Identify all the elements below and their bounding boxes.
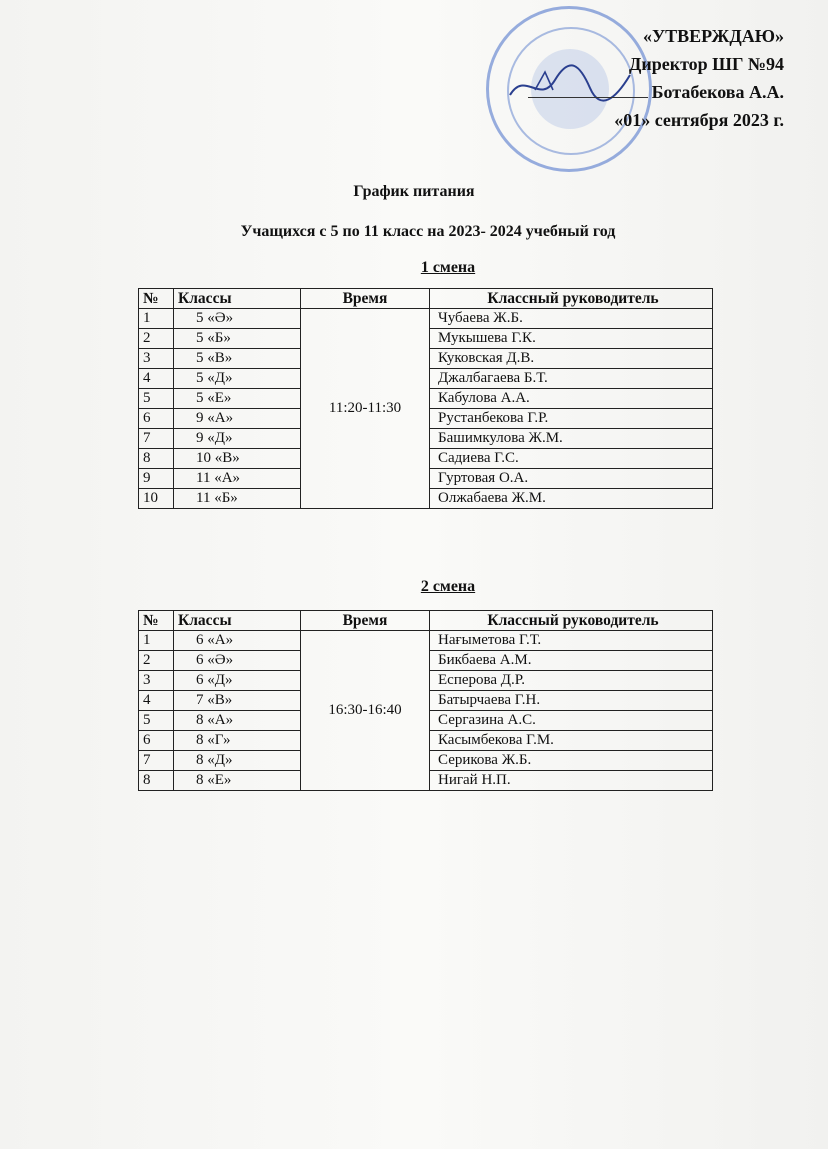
row-class: 6 «А» (174, 631, 301, 651)
row-teacher: Касымбекова Г.М. (430, 731, 713, 751)
shift-time: 11:20-11:30 (301, 309, 430, 509)
row-teacher: Сергазина А.С. (430, 711, 713, 731)
row-number: 7 (139, 429, 174, 449)
row-number: 1 (139, 631, 174, 651)
row-class: 11 «А» (174, 469, 301, 489)
row-class: 8 «Д» (174, 751, 301, 771)
table-row (139, 631, 713, 651)
row-class: 5 «Б» (174, 329, 301, 349)
row-teacher: Серикова Ж.Б. (430, 751, 713, 771)
row-number: 6 (139, 731, 174, 751)
row-teacher: Куковская Д.В. (430, 349, 713, 369)
row-number: 9 (139, 469, 174, 489)
row-number: 2 (139, 651, 174, 671)
col-no-header: № (139, 289, 174, 309)
row-number: 3 (139, 671, 174, 691)
col-teacher-header: Классный руководитель (430, 289, 713, 309)
row-teacher: Рустанбекова Г.Р. (430, 409, 713, 429)
row-number: 4 (139, 369, 174, 389)
row-teacher: Батырчаева Г.Н. (430, 691, 713, 711)
row-number: 10 (139, 489, 174, 509)
row-teacher: Джалбагаева Б.Т. (430, 369, 713, 389)
row-teacher: Мукышева Г.К. (430, 329, 713, 349)
row-class: 5 «Ә» (174, 309, 301, 329)
row-number: 2 (139, 329, 174, 349)
row-teacher: Кабулова А.А. (430, 389, 713, 409)
row-teacher: Нигай Н.П. (430, 771, 713, 791)
shift1-table (138, 288, 713, 509)
row-class: 8 «Е» (174, 771, 301, 791)
approval-name: Ботабекова А.А. (651, 82, 784, 102)
row-teacher: Гуртовая О.А. (430, 469, 713, 489)
row-teacher: Олжабаева Ж.М. (430, 489, 713, 509)
row-number: 6 (139, 409, 174, 429)
row-teacher: Чубаева Ж.Б. (430, 309, 713, 329)
row-class: 8 «Г» (174, 731, 301, 751)
row-class: 9 «Д» (174, 429, 301, 449)
row-number: 8 (139, 771, 174, 791)
col-time-header: Время (301, 611, 430, 631)
table-row (139, 309, 713, 329)
approval-heading: «УТВЕРЖДАЮ» (642, 26, 784, 46)
row-teacher: Башимкулова Ж.М. (430, 429, 713, 449)
col-classes-header: Классы (174, 289, 301, 309)
approval-block (528, 22, 784, 134)
row-class: 6 «Ә» (174, 651, 301, 671)
row-number: 7 (139, 751, 174, 771)
table-header-row (139, 611, 713, 631)
row-class: 5 «Д» (174, 369, 301, 389)
shift1-heading: 1 смена (420, 259, 476, 276)
row-teacher: Садиева Г.С. (430, 449, 713, 469)
col-teacher-header: Классный руководитель (430, 611, 713, 631)
row-class: 10 «В» (174, 449, 301, 469)
shift2-table (138, 610, 713, 791)
row-class: 5 «В» (174, 349, 301, 369)
row-number: 5 (139, 389, 174, 409)
row-number: 5 (139, 711, 174, 731)
row-class: 11 «Б» (174, 489, 301, 509)
document-subtitle: Учащихся с 5 по 11 класс на 2023- 2024 учебный год (240, 223, 616, 240)
row-class: 5 «Е» (174, 389, 301, 409)
col-no-header: № (139, 611, 174, 631)
row-number: 1 (139, 309, 174, 329)
row-class: 8 «А» (174, 711, 301, 731)
row-teacher: Нағыметова Г.Т. (430, 631, 713, 651)
approval-date: «01» сентября 2023 г. (614, 110, 784, 130)
document-title: График питания (353, 183, 475, 200)
row-class: 6 «Д» (174, 671, 301, 691)
col-time-header: Время (301, 289, 430, 309)
shift-time: 16:30-16:40 (301, 631, 430, 791)
row-class: 9 «А» (174, 409, 301, 429)
approval-position: Директор ШГ №94 (628, 54, 784, 74)
row-class: 7 «В» (174, 691, 301, 711)
table-header-row (139, 289, 713, 309)
row-teacher: Есперова Д.Р. (430, 671, 713, 691)
row-number: 4 (139, 691, 174, 711)
shift2-heading: 2 смена (420, 578, 476, 595)
row-number: 8 (139, 449, 174, 469)
row-teacher: Бикбаева А.М. (430, 651, 713, 671)
approval-name-line (528, 78, 784, 106)
col-classes-header: Классы (174, 611, 301, 631)
row-number: 3 (139, 349, 174, 369)
signature-line (528, 97, 648, 98)
